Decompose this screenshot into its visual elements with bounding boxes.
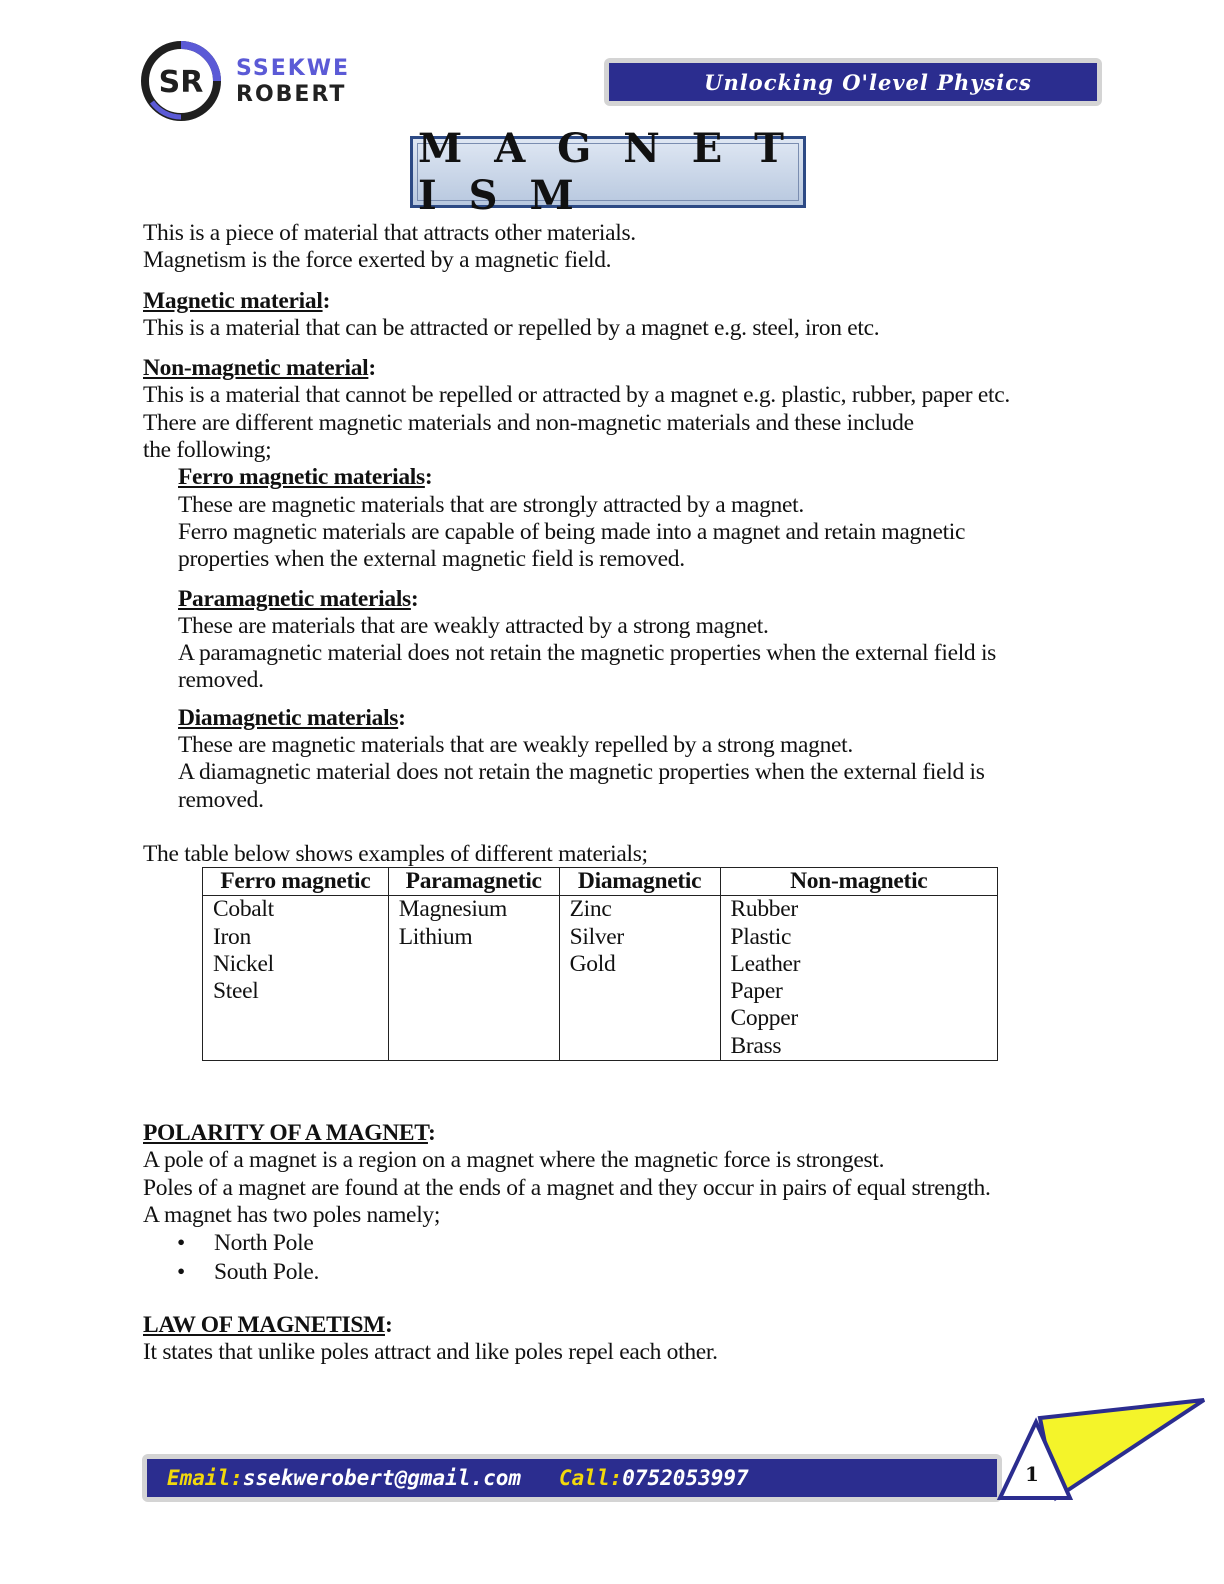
- page-title-box: [410, 125, 806, 219]
- brand-name: [236, 56, 350, 108]
- materials-table: [202, 867, 998, 1061]
- brand-line1: SSEKWE: [236, 56, 351, 81]
- table-header-ferro: Ferro magnetic: [203, 868, 389, 896]
- table-header-dia: Diamagnetic: [559, 868, 720, 896]
- law-text: It states that unlike poles attract and like poles repel each other.: [143, 1339, 718, 1366]
- polarity-line-3: A magnet has two poles namely;: [143, 1201, 441, 1228]
- call-label: Call:: [559, 1466, 623, 1490]
- polarity-line-1: A pole of a magnet is a region on a magnet where the magnetic force is strongest.: [143, 1147, 885, 1174]
- brand-line2: ROBERT: [236, 82, 347, 107]
- magnetic-material-text: This is a material that can be attracted or repelled by a magnet e.g. steel, iron etc.: [143, 314, 880, 341]
- ferro-line-1: These are magnetic materials that are strongly attracted by a magnet.: [178, 491, 804, 518]
- ferro-heading: Ferro magnetic materials:: [178, 464, 433, 491]
- non-magnetic-line-3: the following;: [143, 437, 272, 464]
- poles-list: [143, 1229, 1083, 1286]
- table-row: [203, 896, 998, 1061]
- list-item: Magnesium: [398, 896, 507, 923]
- footer-contact: [147, 1459, 997, 1497]
- dia-line-3: removed.: [178, 786, 264, 813]
- list-item: Brass: [730, 1032, 782, 1059]
- list-item: Iron: [213, 923, 251, 950]
- para-line-3: removed.: [178, 667, 264, 694]
- ferro-line-2: Ferro magnetic materials are capable of being made into a magnet and retain magnetic: [178, 518, 966, 545]
- bullet-icon: •: [177, 1230, 185, 1257]
- table-header-row: [203, 868, 998, 896]
- dia-section: [143, 705, 1083, 814]
- list-item: Plastic: [730, 923, 792, 950]
- banner-text: Unlocking O'level Physics: [609, 63, 1097, 101]
- ferro-line-3: properties when the external magnetic field is removed.: [178, 546, 685, 573]
- list-item: Steel: [213, 978, 259, 1005]
- list-item: Lithium: [398, 923, 473, 950]
- polarity-line-2: Poles of a magnet are found at the ends of a magnet and they occur in pairs of equal strength.: [143, 1174, 991, 1201]
- bullet-icon: •: [177, 1258, 185, 1285]
- list-item: Leather: [730, 950, 801, 977]
- non-magnetic-line-1: This is a material that cannot be repelled or attracted by a magnet e.g. plastic, rubber, paper etc.: [143, 382, 1010, 409]
- law-heading: LAW OF MAGNETISM:: [143, 1312, 393, 1339]
- ferro-cell: [203, 896, 389, 1061]
- table-header-para: Paramagnetic: [388, 868, 559, 896]
- list-item: Silver: [569, 923, 624, 950]
- para-line-1: These are materials that are weakly attracted by a strong magnet.: [178, 612, 769, 639]
- dia-heading: Diamagnetic materials:: [178, 704, 406, 731]
- non-magnetic-material-heading: Non-magnetic material:: [143, 355, 376, 382]
- non-magnetic-line-2: There are different magnetic materials and non-magnetic materials and these include: [143, 409, 914, 436]
- list-item: Nickel: [213, 950, 274, 977]
- para-line-2: A paramagnetic material does not retain the magnetic properties when the external field is: [178, 640, 997, 667]
- list-item: Copper: [730, 1005, 798, 1032]
- non-cell: [720, 896, 997, 1061]
- ferro-section: [143, 464, 1083, 573]
- email-label: Email:: [167, 1466, 243, 1490]
- list-item: Cobalt: [213, 896, 274, 923]
- dia-cell: [559, 896, 720, 1061]
- table-intro: The table below shows examples of different materials;: [143, 840, 648, 867]
- page-number: 1: [1025, 1462, 1039, 1486]
- intro-line-2: Magnetism is the force exerted by a magnetic field.: [143, 247, 612, 274]
- dia-line-2: A diamagnetic material does not retain the magnetic properties when the external field is: [178, 759, 985, 786]
- list-item: Paper: [730, 978, 783, 1005]
- table-header-non: Non-magnetic: [720, 868, 997, 896]
- logo-icon: [140, 40, 222, 122]
- list-item: • North Pole: [177, 1230, 314, 1257]
- phone-value: 0752053997: [622, 1466, 749, 1490]
- list-item: Zinc: [569, 896, 612, 923]
- list-item: Rubber: [730, 896, 798, 923]
- footer-bar: [142, 1454, 1002, 1502]
- list-item: Gold: [569, 950, 616, 977]
- email-value: ssekwerobert@gmail.com: [242, 1466, 522, 1490]
- dia-line-1: These are magnetic materials that are weakly repelled by a strong magnet.: [178, 732, 853, 759]
- main-content: [143, 220, 1083, 868]
- list-item: • South Pole.: [177, 1258, 320, 1285]
- para-cell: [388, 896, 559, 1061]
- magnetic-material-heading: Magnetic material:: [143, 287, 331, 314]
- header-banner: [604, 58, 1102, 106]
- logo-monogram: SR: [158, 65, 204, 100]
- polarity-law-section: [143, 1120, 1083, 1367]
- polarity-heading: POLARITY OF A MAGNET:: [143, 1120, 436, 1146]
- intro-line-1: This is a piece of material that attracts other materials.: [143, 220, 636, 246]
- page-title: M A G N E T I S M: [417, 143, 799, 201]
- para-heading: Paramagnetic materials:: [178, 585, 419, 612]
- para-section: [143, 586, 1083, 695]
